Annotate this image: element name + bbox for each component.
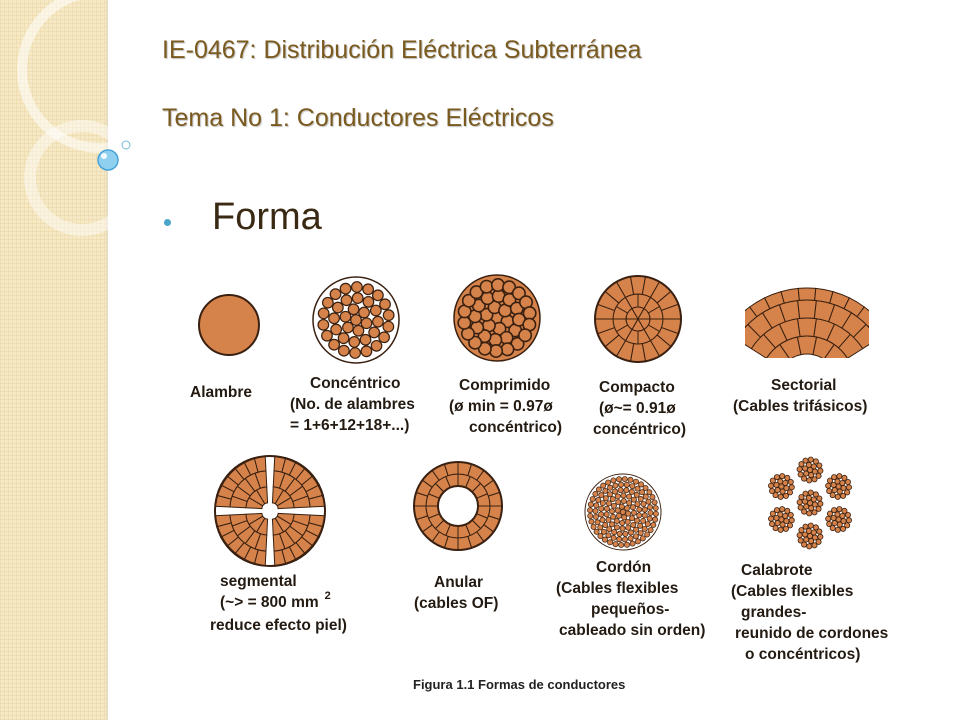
- label-concentrico: Concéntrico (No. de alambres = 1+6+12+18+...): [290, 375, 415, 434]
- label-cordon: Cordón (Cables flexibles pequeños- cableado sin orden): [556, 559, 706, 639]
- cordon-shape: [583, 472, 663, 552]
- concentrico-shape: [310, 274, 402, 366]
- anular-shape: [412, 460, 504, 552]
- bullet-forma: Forma: [212, 196, 322, 238]
- label-alambre: Alambre: [190, 384, 253, 401]
- topic-title: Tema No 1: Conductores Eléctricos: [162, 104, 554, 132]
- calabrote-shape: [760, 448, 860, 558]
- alambre-shape: [196, 292, 262, 358]
- label-calabrote: Calabrote (Cables flexibles grandes- reunido de cordones o concéntricos): [731, 562, 889, 663]
- compacto-shape: [593, 274, 683, 364]
- course-title: IE-0467: Distribución Eléctrica Subterránea: [162, 36, 642, 64]
- comprimido-shape: [451, 272, 543, 364]
- label-sectorial: Sectorial (Cables trifásicos): [733, 377, 868, 415]
- decorative-rings: [0, 0, 180, 260]
- label-compacto: Compacto (ø~= 0.91ø concéntrico): [593, 379, 687, 438]
- label-anular: Anular (cables OF): [414, 574, 499, 612]
- sectorial-shape: [745, 286, 869, 358]
- bullet-marker: [164, 219, 171, 226]
- label-segmental: segmental (~> = 800 mm $^2$ reduce efecto piel): [210, 573, 347, 634]
- label-comprimido: Comprimido (ø min = 0.97ø concéntrico): [449, 377, 563, 436]
- figure-caption: Figura 1.1 Formas de conductores: [413, 677, 626, 692]
- segmental-shape: [213, 454, 327, 568]
